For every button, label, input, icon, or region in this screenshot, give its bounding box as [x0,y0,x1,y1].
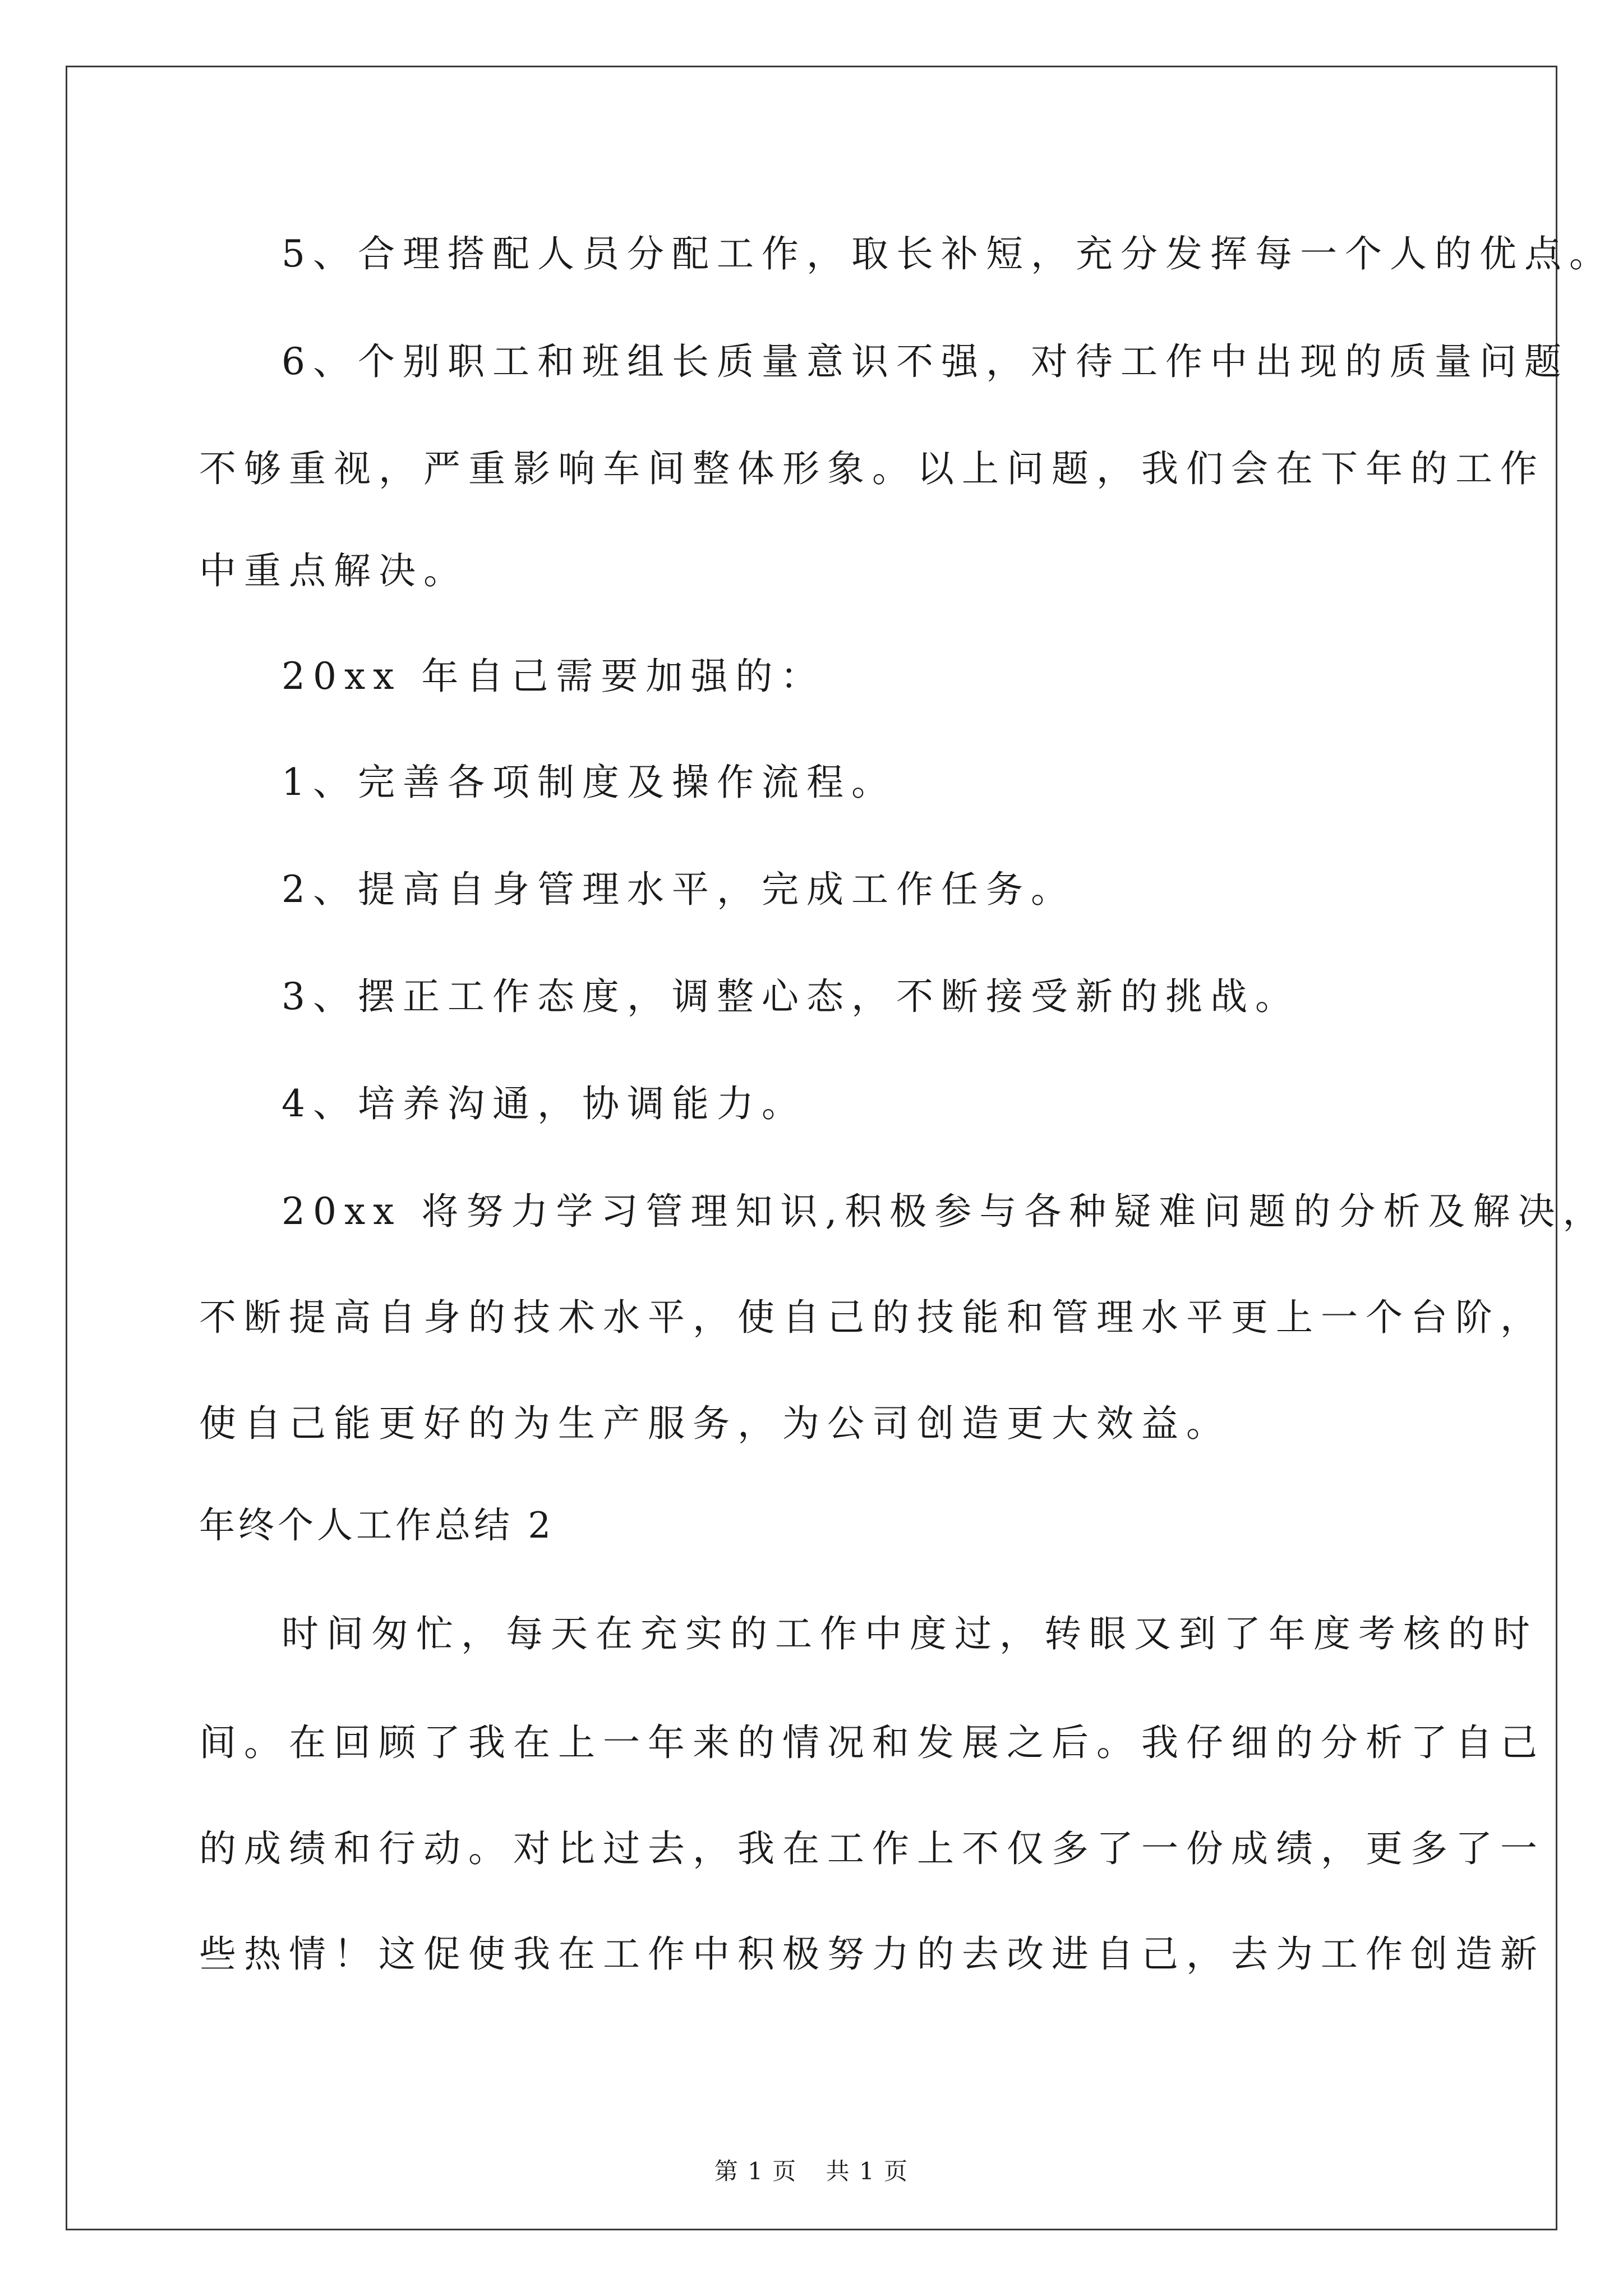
list-item: 4、培养沟通，协调能力。 [282,1082,806,1125]
list-item: 3、摆正工作态度，调整心态，不断接受新的挑战。 [282,975,1300,1018]
paragraph-line: 20xx 年自己需要加强的： [282,655,826,698]
paragraph-line: 6、个别职工和班组长质量意识不强，对待工作中出现的质量问题 [282,340,1569,383]
paragraph-line: 时间匆忙，每天在充实的工作中度过，转眼又到了年度考核的时 [282,1612,1538,1655]
paragraph-line: 20xx 将努力学习管理知识,积极参与各种疑难问题的分析及解决， [282,1190,1608,1233]
paragraph-line: 使自己能更好的为生产服务，为公司创造更大效益。 [199,1402,1231,1445]
paragraph-line: 些热情！这促使我在工作中积极努力的去改进自己，去为工作创造新 [199,1932,1545,1976]
paragraph-line: 间。在回顾了我在上一年来的情况和发展之后。我仔细的分析了自己 [199,1721,1545,1764]
list-item: 1、完善各项制度及操作流程。 [282,761,896,804]
page-number-total: 共 1 页 [826,2157,909,2185]
paragraph-line: 的成绩和行动。对比过去，我在工作上不仅多了一份成绩，更多了一 [199,1827,1545,1870]
paragraph-line: 不断提高自身的技术水平，使自己的技能和管理水平更上一个台阶， [199,1296,1545,1339]
paragraph-line: 不够重视，严重影响车间整体形象。以上问题，我们会在下年的工作 [199,447,1545,490]
page-footer [0,2157,1623,2185]
paragraph-line: 中重点解决。 [199,549,468,592]
page-number-current: 第 1 页 [714,2157,797,2185]
page-border [66,66,1557,2230]
section-heading: 年终个人工作总结 2 [199,1505,555,1547]
paragraph-line: 5、合理搭配人员分配工作，取长补短，充分发挥每一个人的优点。 [282,232,1614,275]
list-item: 2、提高自身管理水平，完成工作任务。 [282,868,1076,911]
